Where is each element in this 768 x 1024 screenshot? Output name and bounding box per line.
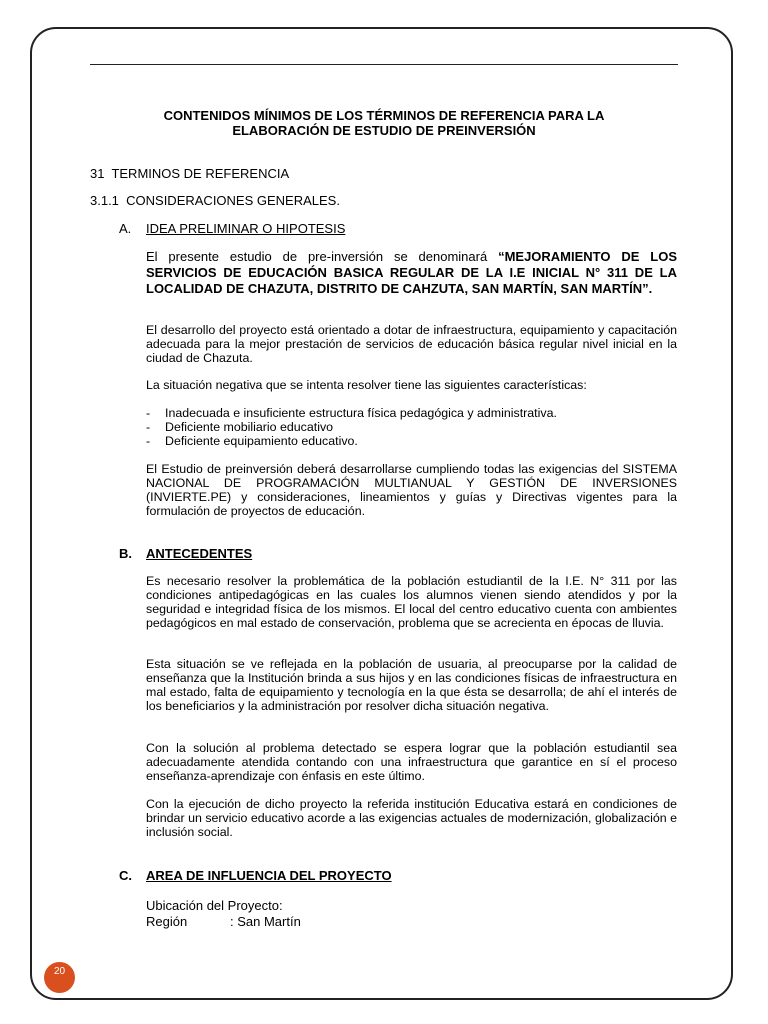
paragraph-4-line-1: El Estudio de preinversión deberá desarrollarse cumpliendo todas las exigencias del SISTEMA NACIONAL DE PROGRAMACIÓN MULTIANUAL Y GESTIÓN DE INVERSIONES	[146, 462, 677, 490]
region-row	[146, 914, 301, 929]
region-key: Región	[146, 914, 188, 929]
project-name: “MEJORAMIENTO DE LOS SERVICIOS DE EDUCACIÓN BASICA REGULAR DE LA I.E INICIAL N° 311 DE LA LOCALIDAD DE CHAZUTA, DISTRITO DE CAHZUTA, SAN MARTÍN, SAN MARTÍN”.	[146, 249, 677, 296]
heading-consideraciones: 3.1.1 CONSIDERACIONES GENERALES.	[90, 193, 340, 208]
section-b-heading	[119, 546, 252, 561]
section-a-title: IDEA PRELIMINAR O HIPOTESIS	[146, 221, 346, 236]
section-b-letter: B.	[119, 546, 132, 561]
section-b-paragraph-1: Es necesario resolver la problemática de la población estudiantil de la I.E. N° 311 por las condiciones antipedagógicas en las cuales los alumnos vienen siendo atendidos y por la seguridad e integridad física de los mismos. El local del centro educativo cuenta con ambientes pedagógicos en mal estado de conservación, problema que se acrecienta en épocas de lluvia.	[146, 574, 677, 630]
section-c-title: AREA DE INFLUENCIA DEL PROYECTO	[146, 868, 392, 883]
section-b-paragraph-4: Con la ejecución de dicho proyecto la referida institución Educativa estará en condiciones de brindar un servicio educativo acorde a las exigencias actuales de modernización, globalización e inclusión social.	[146, 797, 677, 839]
list-item: - Deficiente equipamiento educativo.	[146, 434, 677, 448]
heading-terminos: 31 TERMINOS DE REFERENCIA	[90, 166, 290, 181]
project-location-label: Ubicación del Proyecto:	[146, 898, 283, 913]
section-b-paragraph-3: Con la solución al problema detectado se espera lograr que la población estudiantil sea adecuadamente atendida contando con una infraestructura que garantice en sí el proceso enseñanza-aprendizaje con énfasis en este último.	[146, 741, 677, 783]
region-value: : San Martín	[230, 914, 301, 929]
list-item: - Deficiente mobiliario educativo	[146, 420, 677, 434]
section-a-paragraph-4	[146, 462, 677, 518]
section-a-paragraph-3: La situación negativa que se intenta resolver tiene las siguientes características:	[146, 378, 587, 392]
section-b-paragraph-2: Esta situación se ve reflejada en la población de usuaria, al preocuparse por la calidad de enseñanza que la Institución brinda a sus hijos y en las condiciones físicas de infraestructura en mal estado, falta de equipamiento y tecnología en la que ésta se desarrolla; de ahí el interés de los beneficiarios y la administración por resolver dicha situación negativa.	[146, 657, 677, 713]
page-number-badge: 20	[44, 962, 75, 993]
section-a-paragraph-2: El desarrollo del proyecto está orientado a dotar de infraestructura, equipamiento y capacitación adecuada para la mejor prestación de servicios de educación básica regular nivel inicial en la ciudad de Chazuta.	[146, 323, 677, 365]
intro-plain: El presente estudio de pre-inversión se denominará	[146, 249, 499, 264]
characteristics-list	[146, 406, 677, 448]
section-c-letter: C.	[119, 868, 132, 883]
header-rule	[90, 64, 678, 65]
title-line-2: ELABORACIÓN DE ESTUDIO DE PREINVERSIÓN	[232, 123, 536, 138]
section-b-title: ANTECEDENTES	[146, 546, 253, 561]
section-a-intro	[146, 249, 677, 297]
list-item: - Inadecuada e insuficiente estructura física pedagógica y administrativa.	[146, 406, 677, 420]
document-title	[90, 108, 678, 138]
section-a-letter: A.	[119, 221, 132, 236]
section-a-heading	[119, 221, 345, 236]
section-c-heading	[119, 868, 392, 883]
paragraph-4-line-2: (INVIERTE.PE) y consideraciones, lineamientos y guías y Directivas vigentes para la formulación de proyectos de educación.	[146, 490, 677, 518]
title-line-1: CONTENIDOS MÍNIMOS DE LOS TÉRMINOS DE REFERENCIA PARA LA	[163, 108, 605, 123]
